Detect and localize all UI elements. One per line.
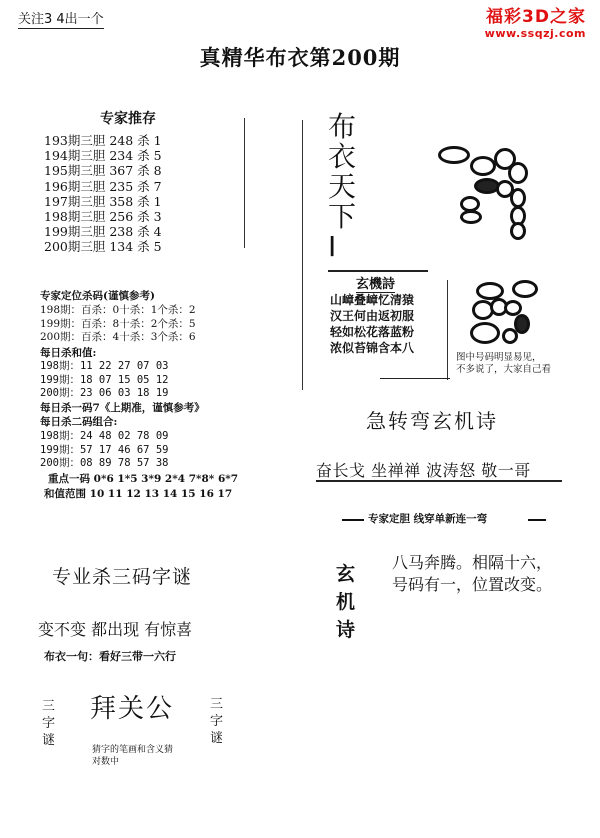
page-title: 真精华布衣第200期 [199,45,401,70]
jizhuan-underline [316,480,562,482]
number-pebbles-image [430,138,540,243]
expert-line: 专家定胆 线穿单新连一弯 [368,513,488,525]
list-item: 197期三胆 358 杀 1 [44,193,162,209]
list-item: 194期三胆 234 杀 5 [44,148,162,164]
jizhuan-title: 急转弯玄机诗 [366,409,498,433]
expert-list [44,133,162,255]
riddle-title: 专业杀三码字谜 [52,566,193,588]
riddle-right-vertical: 三字谜 [210,697,224,746]
poem-vertical-title: 玄机诗 [336,563,356,641]
focus-code: 重点一码 0*6 1*5 3*9 2*4 7*8* 6*7 [48,473,239,485]
positioning-list [40,304,196,345]
list-item: 200期：08 89 78 57 38 [40,457,169,470]
brand-url: www.ssqzj.com [484,27,586,40]
list-item: 198期：百杀：0十杀：1个杀：2 [40,304,196,316]
list-item: 198期：11 22 27 07 03 [40,360,169,372]
left-divider [244,118,245,248]
poem-body [392,552,552,596]
expert-title: 专家推存 [100,111,156,127]
positioning-title: 专家定位杀码(谨慎参考) [40,290,155,302]
jizhuan-line: 奋长戈 坐禅禅 波涛怒 敬一哥 [316,461,531,480]
xuanji-divider [447,280,448,380]
riddle-hint-2: 对数中 [92,757,120,767]
riddle-left-vertical: 三字谜 [42,699,56,748]
list-item: 200期三胆 134 杀 5 [44,239,162,255]
list-item: 196期三胆 235 杀 7 [44,178,162,194]
riddle-line: 变不变 都出现 有惊喜 [38,620,193,639]
list-item: 八马奔腾。相隔十六， [392,553,553,572]
list-item: 199期三胆 238 杀 4 [44,224,162,240]
list-item: 号码有一，位置改变。 [392,575,553,594]
xuanji-pebbles-image [468,278,558,350]
riddle-big: 拜关公 [90,694,175,724]
xuanji-caption [456,352,551,376]
list-item: 198期：24 48 02 78 09 [40,430,169,442]
daily-two-list [40,430,168,471]
top-note: 关注3 4出一个 [18,8,104,29]
list-item: 198期三胆 256 杀 3 [44,209,162,225]
brand-logo [485,2,586,40]
xuanji-bottom-rule [380,378,450,379]
caption-line: 图中号码明显易见， [456,352,542,363]
xuanji-top-rule [328,270,428,272]
xuanji-title: 玄機詩 [356,273,395,293]
list-item: 200期：百杀：4十杀：3个杀：6 [40,331,196,344]
daily-sum-list [40,360,168,401]
list-item: 199期：18 07 15 05 12 [40,373,169,386]
brand-name: 福彩3D之家 [486,7,586,27]
sum-range: 和值范围 10 11 12 13 14 15 16 17 [44,488,233,500]
list-item: 轻如松花落蓝粉 [330,325,415,339]
caption-line: 不多说了，大家自己看 [456,364,552,375]
expert-line-left-dash [342,519,364,521]
bu-yi-line: 布衣一句：看好三带一六行 [44,650,176,663]
daily-one-code: 每日杀一码7《上期准，谨慎参考》 [40,402,205,414]
riddle-hint-1: 猜字的笔画和含义猜 [92,745,174,755]
list-item: 山嶂叠嶂忆清猿 [330,293,415,307]
daily-two-title: 每日杀二码组合: [40,416,118,428]
list-item: 浓似苔锦含本八 [330,341,415,355]
expert-line-right-dash [528,519,546,521]
list-item: 199期：57 17 46 67 59 [40,443,169,456]
list-item: 汉王何由返初服 [330,309,415,323]
list-item: 195期三胆 367 杀 8 [44,163,162,179]
xuanji-poem [330,292,414,356]
list-item: 199期：百杀：8十杀：2个杀：5 [40,317,196,330]
daily-sum-title: 每日杀和值: [40,347,97,359]
buyi-vertical-text: 布衣天下I [328,110,357,263]
center-divider [302,120,303,390]
list-item: 193期三胆 248 杀 1 [44,133,162,148]
list-item: 200期：23 06 03 18 19 [40,387,169,400]
